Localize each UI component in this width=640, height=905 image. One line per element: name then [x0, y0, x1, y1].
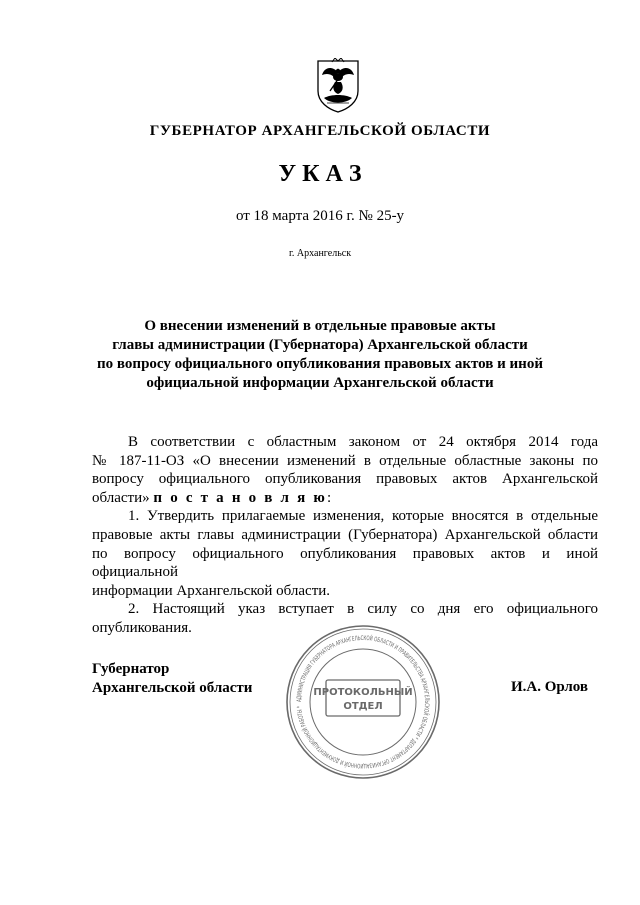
document-type: У К А З [278, 161, 362, 187]
preamble-line: вопросу официального опубликования правовых актов Архангельской [92, 471, 598, 488]
signatory-name: И.А. Орлов [511, 679, 589, 695]
item1-line: по вопросу официального опубликования правовых актов и иной официальной [92, 545, 598, 581]
subject-line: О внесении изменений в отдельные правовые акты [144, 318, 496, 334]
item2-last-line: опубликования. [92, 619, 192, 636]
preamble-last-line [92, 489, 598, 508]
subject-line: по вопросу официального опубликования правовых актов и иной [97, 356, 543, 372]
signatory-title-line: Губернатор [92, 661, 170, 677]
item1-last-line: информации Архангельской области. [92, 582, 331, 599]
document-city: г. Архангельск [288, 248, 352, 259]
authority-title: ГУБЕРНАТОР АРХАНГЕЛЬСКОЙ ОБЛАСТИ [149, 123, 491, 139]
item1-line: 1. Утвердить прилагаемые изменения, которые вносятся в отдельные [128, 508, 598, 525]
document-date-number: от 18 марта 2016 г. № 25-у [235, 208, 405, 224]
stamp-center-line1: ПРОТОКОЛЬНЫЙ [313, 687, 413, 698]
signatory-title-line: Архангельской области [92, 680, 253, 696]
preamble-line: В соответствии с областным законом от 24 октября 2014 года [128, 434, 598, 450]
subject-line: главы администрации (Губернатора) Архангельской области [112, 337, 528, 353]
item2-line: 2. Настоящий указ вступает в силу со дня его официального [128, 601, 598, 618]
subject-line: официальной информации Архангельской области [146, 375, 494, 391]
resolve-word: п о с т а н о в л я ю [153, 489, 328, 506]
coat-of-arms-icon [315, 58, 361, 114]
signatory-title [92, 660, 252, 698]
item1-line: правовые акты главы администрации (Губернатора) Архангельской области [92, 526, 598, 543]
resolve-colon: : [327, 489, 332, 506]
document-subject [70, 317, 570, 393]
document-body [92, 433, 598, 638]
stamp-ring-text: АДМИНИСТРАЦИЯ ГУБЕРНАТОРА АРХАНГЕЛЬСКОЙ ОБЛАСТИ И ПРАВИТЕЛЬСТВА АРХАНГЕЛЬСКОЙ ОБЛАСТИ * ДЕПАРТАМЕНТ ОРГАНИЗАЦИОННОЙ И ДОКУМЕНТАЦИОННОЙ РАБОТЫ * [295, 634, 431, 770]
preamble-line: № 187-11-ОЗ «О внесении изменений в отдельные областные законы по [92, 452, 598, 469]
preamble-last: области» [92, 489, 150, 506]
official-stamp [283, 622, 443, 782]
stamp-center-line2: ОТДЕЛ [343, 701, 383, 712]
